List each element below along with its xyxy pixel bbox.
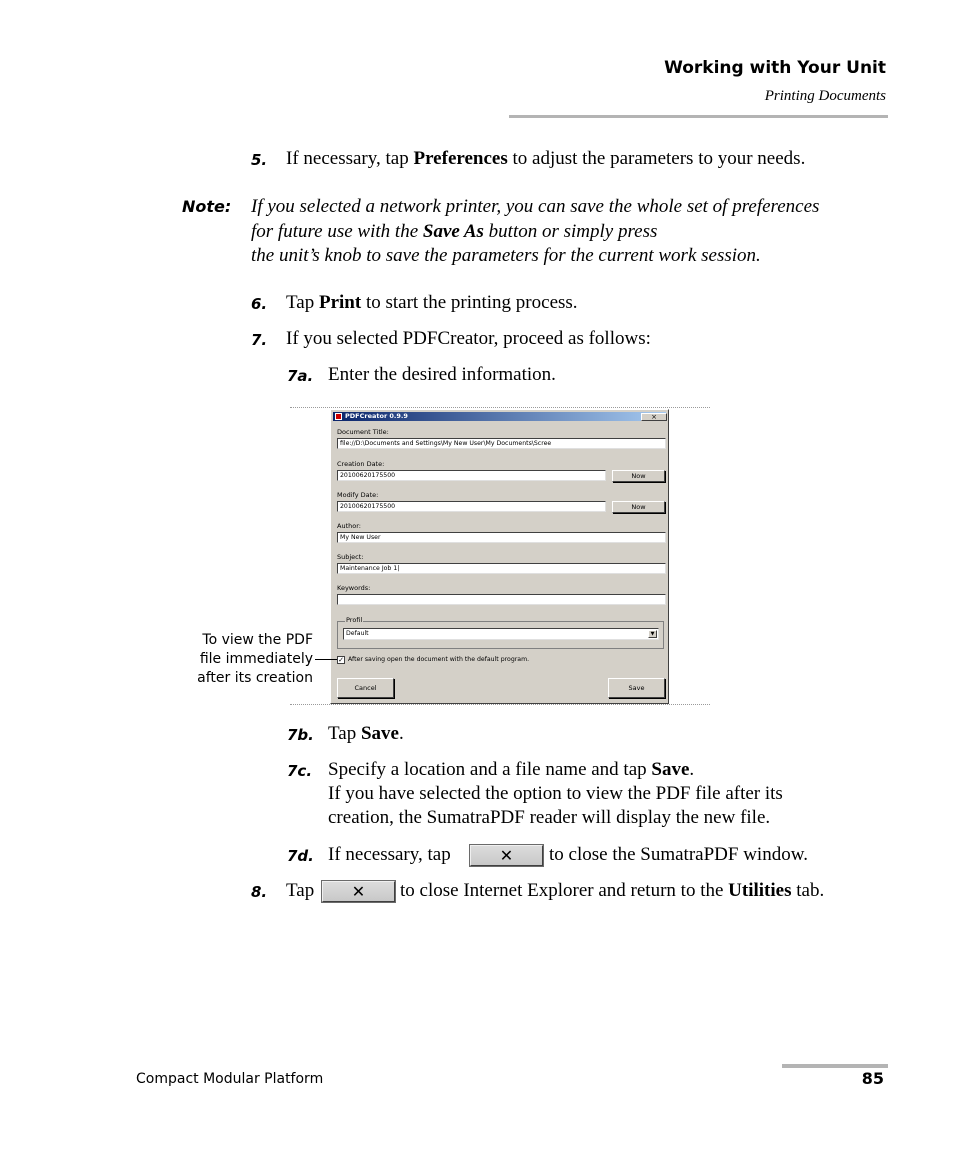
step-8-post-pre: to close Internet Explorer and return to the bbox=[400, 880, 729, 901]
note-line-1: If you selected a network printer, you can save the whole set of preferences bbox=[251, 196, 820, 217]
note-save-as: Save As bbox=[422, 220, 484, 242]
dialog-close-button[interactable]: × bbox=[641, 413, 667, 421]
step-7c-bold: Save bbox=[651, 759, 690, 780]
profile-label: Profil bbox=[346, 616, 363, 624]
step-7c-line-2: If you have selected the option to view the PDF file after its bbox=[328, 783, 783, 804]
step-7c-pre: Specify a location and a file name and tap bbox=[328, 759, 652, 780]
callout-annotation bbox=[197, 631, 313, 688]
step-7b-bold: Save bbox=[360, 723, 399, 744]
callout-line-2: file immediately bbox=[199, 651, 313, 667]
step-7d-pre: If necessary, tap bbox=[328, 844, 451, 865]
step-5-number: 5. bbox=[251, 151, 268, 169]
step-5-post: to adjust the parameters to your needs. bbox=[507, 148, 806, 169]
step-8-post bbox=[400, 879, 824, 903]
dialog-title: PDFCreator 0.9.9 bbox=[345, 412, 408, 420]
step-6-pre: Tap bbox=[286, 292, 319, 313]
step-8-pre: Tap bbox=[286, 880, 315, 901]
step-7c-text bbox=[328, 758, 783, 830]
step-7b-text bbox=[328, 722, 404, 746]
step-7b-post: . bbox=[398, 723, 404, 744]
step-5-bold: Preferences bbox=[413, 148, 508, 169]
step-5-text bbox=[286, 147, 805, 171]
open-after-save-label: After saving open the document with the default program. bbox=[348, 656, 530, 663]
modify-date-label: Modify Date: bbox=[337, 491, 379, 499]
footer-rule bbox=[782, 1064, 888, 1068]
step-5-pre: If necessary, tap bbox=[286, 148, 414, 169]
open-after-save-checkbox[interactable]: ✓ bbox=[338, 656, 344, 664]
note-line-2-post: button or simply press bbox=[483, 220, 658, 242]
step-7-text: If you selected PDFCreator, proceed as follows: bbox=[286, 328, 651, 349]
doc-title-label: Document Title: bbox=[337, 428, 389, 436]
step-7-number: 7. bbox=[251, 331, 268, 349]
dialog-titlebar bbox=[333, 412, 666, 421]
note-line-2-pre: for future use with the bbox=[251, 220, 423, 242]
pdfcreator-dialog bbox=[330, 409, 669, 704]
author-label: Author: bbox=[337, 522, 361, 530]
step-6-number: 6. bbox=[251, 295, 268, 313]
header-rule bbox=[509, 115, 888, 118]
step-7c-number: 7c. bbox=[287, 762, 313, 780]
profile-select[interactable] bbox=[343, 628, 659, 640]
step-7c-line-1 bbox=[328, 758, 783, 782]
creation-date-input[interactable]: 20100620175500 bbox=[337, 470, 606, 481]
note-line-3: the unit’s knob to save the parameters for the current work session. bbox=[251, 245, 761, 266]
creation-date-label: Creation Date: bbox=[337, 460, 385, 468]
step-8-bold: Utilities bbox=[728, 880, 792, 901]
step-6-bold: Print bbox=[318, 292, 362, 313]
note-line-2 bbox=[251, 220, 819, 245]
pdfcreator-app-icon bbox=[335, 413, 342, 420]
page-number: 85 bbox=[861, 1069, 884, 1088]
close-x-icon: ✕ bbox=[470, 845, 543, 866]
callout-line-1: To view the PDF bbox=[202, 632, 313, 648]
footer-product-name: Compact Modular Platform bbox=[136, 1071, 324, 1087]
doc-title-input[interactable]: file://D:\Documents and Settings\My New User\My Documents\Scree bbox=[337, 438, 666, 449]
running-header-subtitle: Printing Documents bbox=[764, 88, 886, 104]
screenshot-edge-bottom bbox=[290, 704, 710, 706]
running-header-title: Working with Your Unit bbox=[664, 58, 886, 78]
step-8-number: 8. bbox=[251, 883, 268, 901]
callout-leader-line bbox=[315, 659, 337, 660]
cancel-button[interactable]: Cancel bbox=[337, 678, 394, 698]
step-7d-post: to close the SumatraPDF window. bbox=[549, 844, 808, 865]
step-6-text bbox=[286, 291, 578, 315]
profile-select-value: Default bbox=[346, 630, 369, 637]
creation-date-now-button[interactable]: Now bbox=[612, 470, 665, 482]
subject-input[interactable]: Maintenance Job 1| bbox=[337, 563, 666, 574]
step-7b-number: 7b. bbox=[287, 726, 314, 744]
callout-line-3: after its creation bbox=[197, 670, 313, 686]
dropdown-arrow-icon[interactable]: ▼ bbox=[648, 630, 657, 638]
step-7c-line-3: creation, the SumatraPDF reader will display the new file. bbox=[328, 807, 771, 828]
subject-label: Subject: bbox=[337, 553, 364, 561]
save-button[interactable]: Save bbox=[608, 678, 665, 698]
step-6-post: to start the printing process. bbox=[361, 292, 578, 313]
step-7a-number: 7a. bbox=[287, 367, 314, 385]
keywords-label: Keywords: bbox=[337, 584, 371, 592]
modify-date-now-button[interactable]: Now bbox=[612, 501, 665, 513]
modify-date-input[interactable]: 20100620175500 bbox=[337, 501, 606, 512]
step-7c-post: . bbox=[689, 759, 695, 780]
author-input[interactable]: My New User bbox=[337, 532, 666, 543]
step-7a-text: Enter the desired information. bbox=[328, 364, 556, 385]
keywords-input[interactable] bbox=[337, 594, 666, 605]
close-x-icon: ✕ bbox=[322, 881, 395, 902]
step-7b-pre: Tap bbox=[328, 723, 361, 744]
step-7d-number: 7d. bbox=[287, 847, 314, 865]
note-label: Note: bbox=[182, 197, 232, 216]
note-text bbox=[251, 195, 819, 269]
step-8-post-end: tab. bbox=[791, 880, 825, 901]
